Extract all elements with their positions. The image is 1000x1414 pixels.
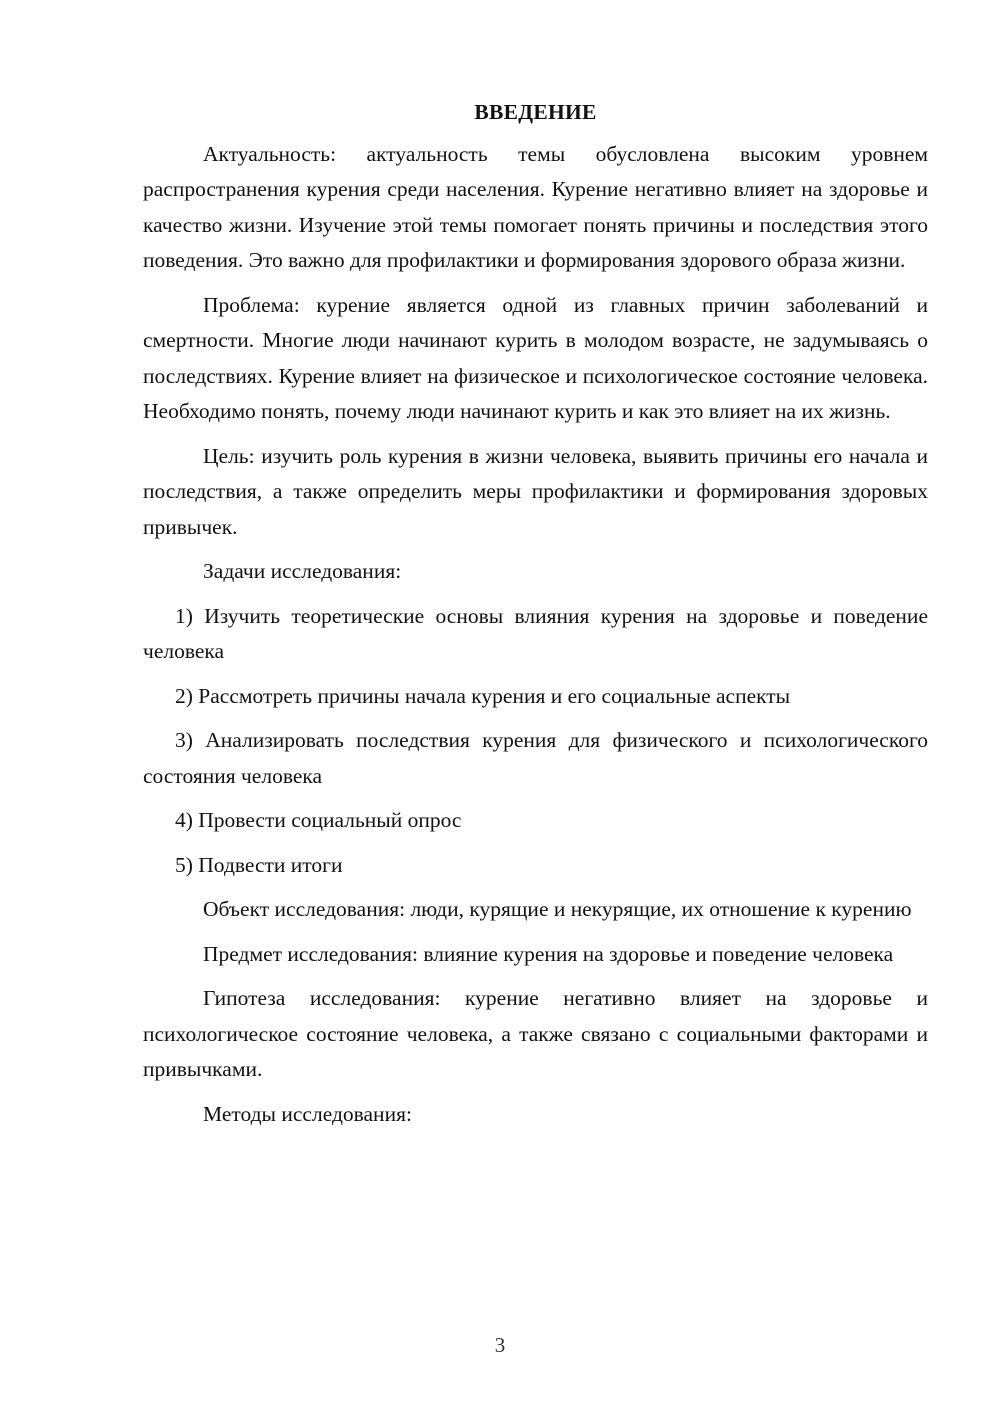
list-item: 5) Подвести итоги [175, 852, 343, 877]
tasks-list [143, 599, 928, 884]
page-title: ВВЕДЕНИЕ [474, 100, 597, 124]
list-item: 4) Провести социальный опрос [175, 808, 462, 832]
page-number: 3 [494, 1333, 506, 1357]
paragraph-hypothesis: Гипотеза исследования: курение негативно влияет на здоровье и психологическое состояние человека, а также связано с социальными факторами и привычками. [143, 986, 928, 1081]
paragraph-object: Объект исследования: люди, курящие и некурящие, их отношение к курению [203, 897, 912, 921]
list-item: 2) Рассмотреть причины начала курения и его социальные аспекты [175, 683, 791, 708]
methods-heading: Методы исследования: [203, 1101, 412, 1126]
document-page [143, 95, 928, 1141]
paragraph-subject: Предмет исследования: влияние курения на здоровье и поведение человека [203, 941, 894, 966]
paragraph-goal: Цель: изучить роль курения в жизни человека, выявить причины его начала и последствия, а также определить меры профилактики и формирования здоровых привычек. [143, 443, 928, 539]
list-item: 1) Изучить теоретические основы влияния курения на здоровье и поведение человека [143, 603, 928, 663]
paragraph-problem: Проблема: курение является одной из главных причин заболеваний и смертности. Многие люди начинают курить в молодом возрасте, не задумываясь о последствиях. Курение влияет на физическое и психологическое состояние человека. Необходимо понять, почему люди начинают курить и как это влияет на их жизнь. [143, 292, 928, 423]
paragraph-relevance: Актуальность: актуальность темы обусловлена высоким уровнем распространения курения среди населения. Курение негативно влияет на здоровье и качество жизни. Изучение этой темы помогает понять причины и последствия этого поведения. Это важно для профилактики и формирования здорового образа жизни. [143, 141, 928, 272]
list-item: 3) Анализировать последствия курения для физического и психологического состояния человека [143, 728, 928, 788]
tasks-heading: Задачи исследования: [203, 559, 402, 583]
